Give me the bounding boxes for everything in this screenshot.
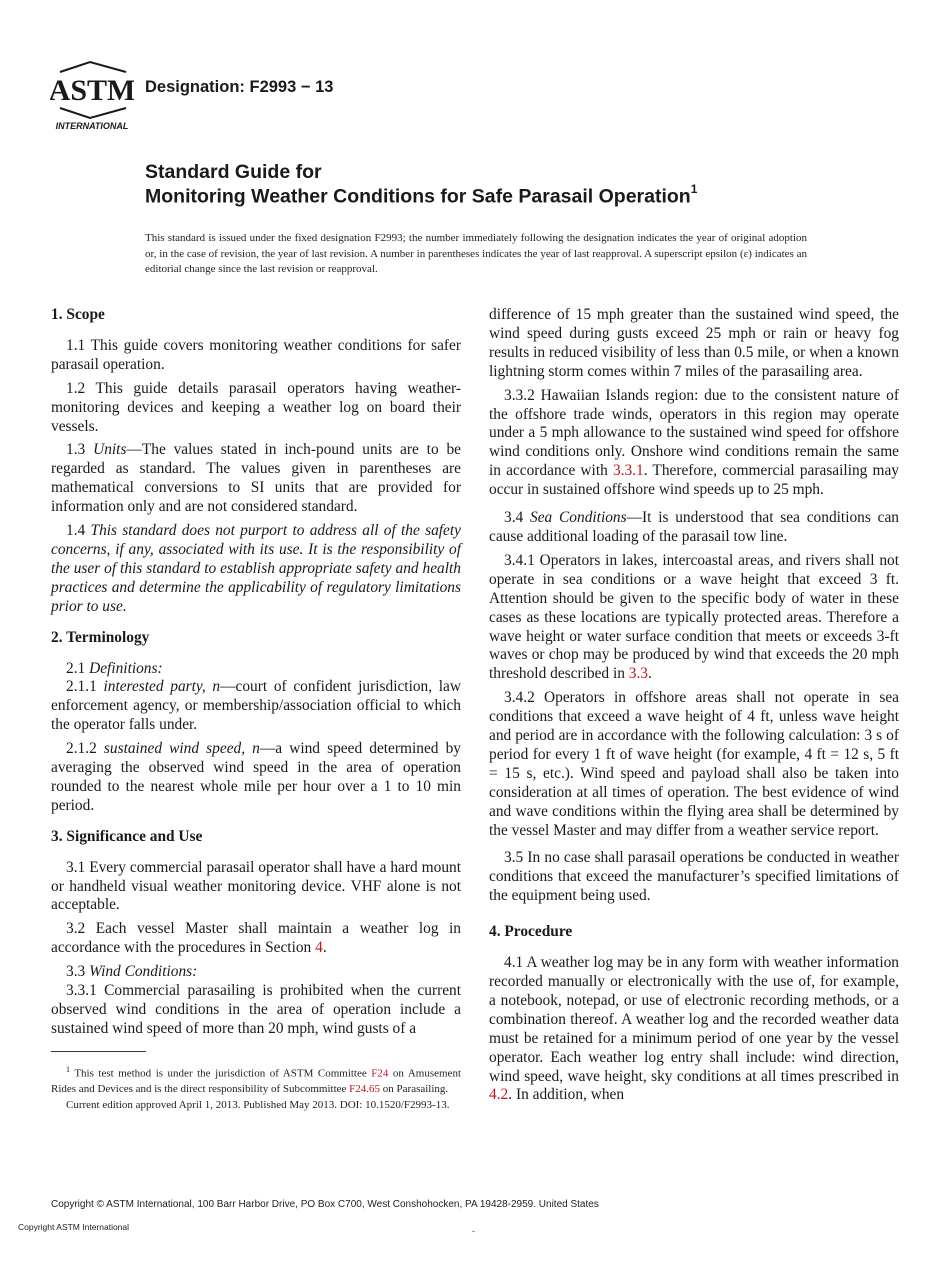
section-heading-procedure: 4. Procedure — [489, 923, 573, 941]
term-definitions: Definitions: — [89, 659, 163, 677]
title-footnote-mark[interactable]: 1 — [690, 182, 698, 196]
copyright-line: Copyright © ASTM International, 100 Barr Harbor Drive, PO Box C700, West Conshohocken, PA 19428-2959. United States — [51, 1199, 599, 1210]
astm-logo — [50, 58, 134, 134]
footnote-text: on Amusement Rides and Devices and is the direct responsibility of Subcommittee — [51, 1067, 461, 1096]
footnote-jurisdiction — [51, 1062, 461, 1098]
footnote — [51, 1062, 461, 1113]
footnote-text: on Parasailing. — [380, 1083, 449, 1096]
para-3-3-2 — [489, 387, 899, 500]
para-number: 2.1.2 — [66, 740, 104, 758]
para-3-4-1 — [489, 552, 899, 684]
para-3-1: 3.1 Every commercial parasail operator shall have a hard mount or handheld visual weather monitoring device. VHF alone is not acceptable. — [51, 858, 461, 914]
safety-caveat: This standard does not purport to address all of the safety concerns, if any, associated with its use. It is the responsibility of the user of this standard to establish appropriate safety and health practices and determine the applicability of regulatory limitations prior to use. — [51, 522, 461, 615]
para-3-3-1-continued: difference of 15 mph greater than the sustained wind speed, the wind speed during gusts exceed 25 mph or rain or heavy fog results in reduced visibility of less than 0.5 mile, or when a known lightning storm comes within 7 miles of the parasailing area. — [489, 306, 899, 380]
para-number: 3.3 — [66, 963, 90, 981]
link-3-3-1[interactable]: 3.3.1 — [612, 462, 644, 480]
para-text: 3.3.2 Hawaiian Islands region: due to the consistent nature of the offshore trade winds, operators in this region may operate under a 5 mph allowance to the sustained wind speed for offshore wind conditions only. Onshore wind conditions remain the same in accordance with — [489, 386, 899, 480]
link-committee-f24[interactable]: F24 — [371, 1067, 389, 1080]
para-1-1: 1.1 This guide covers monitoring weather conditions for safer parasail operation. — [51, 336, 461, 373]
para-3-3-1: 3.3.1 Commercial parasailing is prohibited when the current observed wind conditions in the area of operation include a sustained wind speed of more than 20 mph, wind gusts of a — [51, 982, 461, 1037]
title-text: Monitoring Weather Conditions for Safe Parasail Operation — [145, 185, 691, 208]
section-heading-terminology: 2. Terminology — [51, 628, 150, 646]
term-sea-conditions: Sea Conditions — [530, 509, 627, 527]
para-1-2: 1.2 This guide details parasail operators having weather-monitoring devices and keeping a weather log on board their vessels. — [51, 379, 461, 435]
footnote-mark: 1 — [66, 1065, 70, 1074]
footnote-text: This test method is under the jurisdiction of ASTM Committee — [70, 1067, 372, 1080]
para-3-4-2: 3.4.2 Operators in offshore areas shall not operate in sea conditions that exceed a wave height of 4 ft, unless wave height and period are in accordance with the following calculation: 3 s of period for every 1 ft of wave height (for example, 4 ft = 12 s, 5 ft = 15 s, etc.). Wind speed and payload shall also be taken into consideration at all times of operation. The best evidence of wind and wave conditions within the flying area shall be determined by the vessel Master and may differ from a weather service report. — [489, 689, 899, 839]
para-1-4 — [51, 522, 461, 617]
para-text: 3.4.1 Operators in lakes, intercoastal areas, and rivers shall not operate in sea conditions or a wave height that exceed 3 ft. Attention should be given to the specific body of water in these cases as these locations are typically protected areas. Therefore a wave height or water surface condition that meets or exceeds 3-ft waves or chop may be produced by wind that exceeds the 20 mph threshold described in — [489, 551, 899, 683]
footnote-rule — [51, 1051, 146, 1052]
para-number: 2.1.1 — [66, 678, 104, 696]
page-mark: - — [472, 1226, 475, 1236]
term-units: Units — [93, 441, 127, 459]
para-text: —It is understood that sea conditions can cause additional loading of the parasail tow line. — [489, 509, 899, 545]
para-2-1 — [51, 660, 461, 679]
section-heading-scope: 1. Scope — [51, 306, 105, 323]
title-line-2 — [145, 184, 697, 209]
para-text: . Therefore, commercial parasailing may occur in sustained offshore wind speeds up to 25 mph. — [489, 462, 899, 499]
para-2-1-2 — [51, 740, 461, 816]
para-number: 1.3 — [66, 441, 94, 459]
designation: Designation: F2993 − 13 — [145, 78, 334, 96]
link-subcommittee-f24-65[interactable]: F24.65 — [349, 1083, 381, 1096]
term-wind-conditions: Wind Conditions: — [89, 963, 198, 981]
para-3-4 — [489, 509, 899, 547]
para-3-3 — [51, 963, 461, 982]
title-line-1: Standard Guide for — [145, 161, 322, 183]
designation-notice: This standard is issued under the fixed designation F2993; the number immediately following the designation indicates the year of original adoption or, in the case of revision, the year of last revision. A number in parentheses indicates the year of last reapproval. A superscript epsilon (ε) indicates an editorial change since the last revision or reapproval. — [145, 232, 807, 275]
logo-text: ASTM — [50, 74, 134, 107]
section-heading-significance: 3. Significance and Use — [51, 827, 203, 845]
para-3-5: 3.5 In no case shall parasail operations be conducted in weather conditions that exceed the manufacturer’s specified limitations of the equipment being used. — [489, 849, 899, 905]
logo-subtext: INTERNATIONAL — [55, 121, 129, 131]
right-column — [489, 306, 899, 1110]
link-4-2[interactable]: 4.2 — [489, 1086, 509, 1104]
para-2-1-1 — [51, 678, 461, 735]
term-sustained-wind-speed: sustained wind speed, n — [103, 740, 260, 758]
para-number: 1.4 — [66, 522, 91, 540]
para-text: 4.1 A weather log may be in any form with weather information recorded manually or electronically with the use of, for example, a notebook, notepad, or use of electronic recording methods, or a combination thereof. A weather log and the recorded weather data must be retained for a minimum period of one year by the vessel operator. Each weather log entry shall include: wind direction, wind speed, wave height, sky conditions at all times prescribed in — [489, 954, 899, 1085]
para-text: . In addition, when — [508, 1086, 625, 1104]
link-3-3[interactable]: 3.3 — [628, 665, 649, 683]
para-number: 2.1 — [66, 659, 90, 677]
para-1-3 — [51, 441, 461, 517]
para-text: . — [322, 939, 327, 957]
para-3-2 — [51, 920, 461, 958]
para-text: —court of confident jurisdiction, law enforcement agency, or membership/association official to which the operator falls under. — [51, 678, 461, 734]
para-text: . — [648, 665, 652, 683]
term-interested-party: interested party, n — [103, 678, 221, 696]
para-4-1 — [489, 954, 899, 1105]
copyright-small: Copyright ASTM International — [18, 1222, 130, 1232]
left-column — [51, 306, 461, 1044]
footnote-edition: Current edition approved April 1, 2013. Published May 2013. DOI: 10.1520/F2993-13. — [66, 1098, 450, 1111]
link-section-4[interactable]: 4 — [315, 939, 323, 957]
para-text: —The values stated in inch-pound units are to be regarded as standard. The values given in parentheses are mathematical conversions to SI units that are provided for information only and are not considered standard. — [51, 441, 462, 516]
para-number: 3.4 — [504, 509, 531, 527]
para-text: —a wind speed determined by averaging the observed wind speed in the area of operation rounded to the nearest whole mile per hour over a 1 to 10 min period. — [51, 740, 461, 814]
para-text: 3.2 Each vessel Master shall maintain a weather log in accordance with the procedures in Section — [51, 920, 461, 957]
